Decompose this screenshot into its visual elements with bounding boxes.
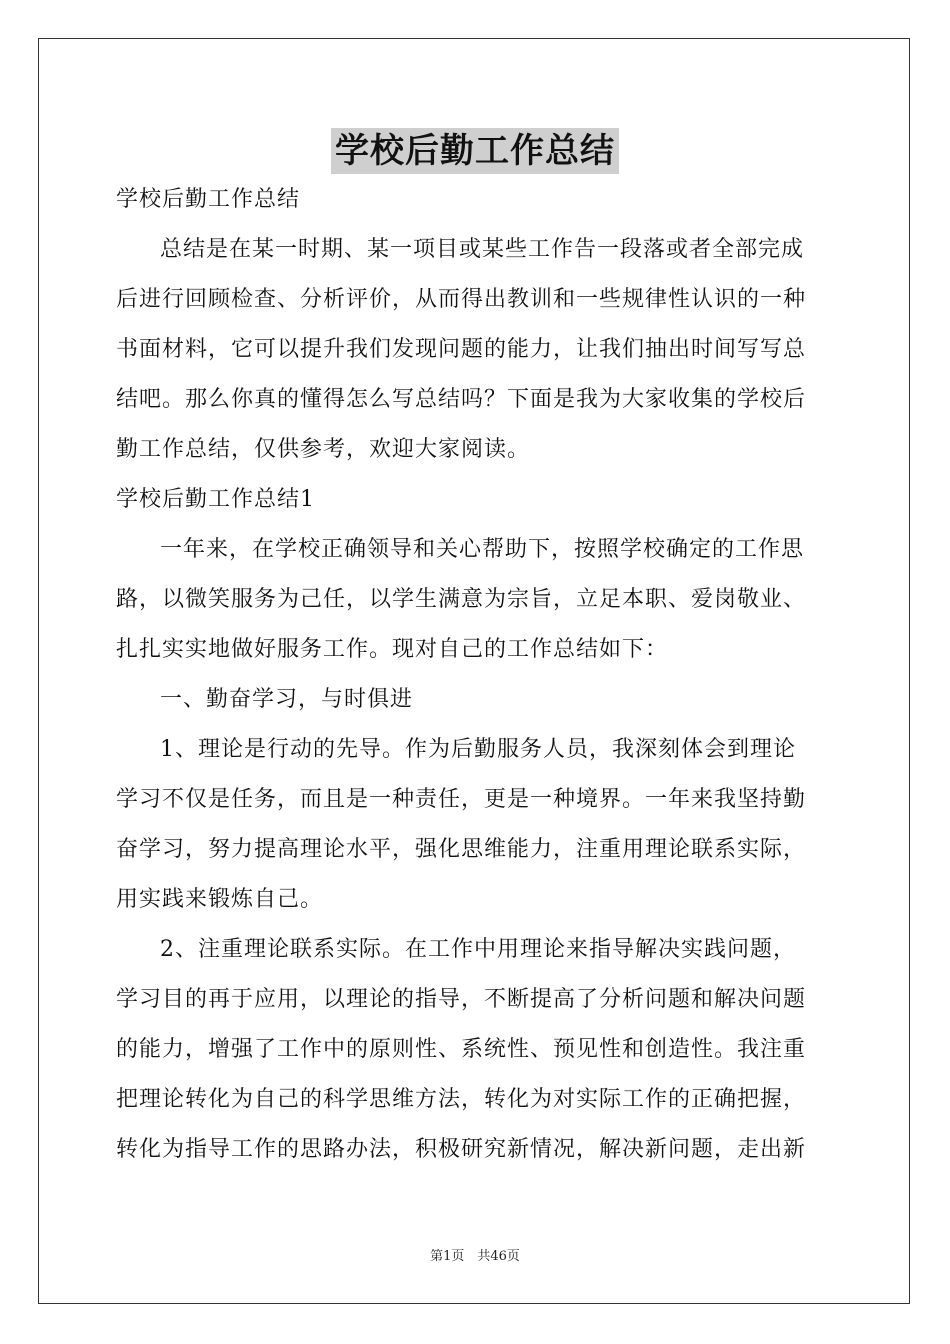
paragraph-line: 书面材料，它可以提升我们发现问题的能力，让我们抽出时间写写总 xyxy=(116,337,807,362)
paragraph-line: 奋学习，努力提高理论水平，强化思维能力，注重用理论联系实际， xyxy=(116,837,807,862)
document-title: 学校后勤工作总结 xyxy=(331,128,619,174)
paragraph-line: 总结是在某一时期、某一项目或某些工作告一段落或者全部完成 xyxy=(160,237,805,262)
paragraph-line: 勤工作总结，仅供参考，欢迎大家阅读。 xyxy=(116,437,531,462)
title-block xyxy=(0,128,950,174)
paragraph-line: 1、理论是行动的先导。作为后勤服务人员，我深刻体会到理论 xyxy=(160,737,796,762)
section-heading: 学校后勤工作总结 xyxy=(116,187,301,212)
section-heading: 学校后勤工作总结1 xyxy=(116,487,315,512)
paragraph-line: 2、注重理论联系实际。在工作中用理论来指导解决实践问题， xyxy=(160,937,796,962)
paragraph-line: 用实践来锻炼自己。 xyxy=(116,887,324,912)
paragraph-line: 结吧。那么你真的懂得怎么写总结吗？下面是我为大家收集的学校后 xyxy=(116,387,807,412)
paragraph-line: 学习不仅是任务，而且是一种责任，更是一种境界。一年来我坚持勤 xyxy=(116,787,807,812)
paragraph-line: 路，以微笑服务为己任，以学生满意为宗旨，立足本职、爱岗敬业、 xyxy=(116,587,807,612)
page-number: 第1页 共46页 xyxy=(430,1249,520,1264)
paragraph-line: 学习目的再于应用，以理论的指导，不断提高了分析问题和解决问题 xyxy=(116,987,807,1012)
paragraph-line: 转化为指导工作的思路办法，积极研究新情况，解决新问题，走出新 xyxy=(116,1137,807,1162)
paragraph-line: 一年来，在学校正确领导和关心帮助下，按照学校确定的工作思 xyxy=(160,537,805,562)
paragraph-line: 的能力，增强了工作中的原则性、系统性、预见性和创造性。我注重 xyxy=(116,1037,807,1062)
subheading: 一、勤奋学习，与时俱进 xyxy=(160,687,414,712)
paragraph-line: 扎扎实实地做好服务工作。现对自己的工作总结如下： xyxy=(116,637,669,662)
paragraph-line: 把理论转化为自己的科学思维方法，转化为对实际工作的正确把握， xyxy=(116,1087,807,1112)
paragraph-line: 后进行回顾检查、分析评价，从而得出教训和一些规律性认识的一种 xyxy=(116,287,807,312)
